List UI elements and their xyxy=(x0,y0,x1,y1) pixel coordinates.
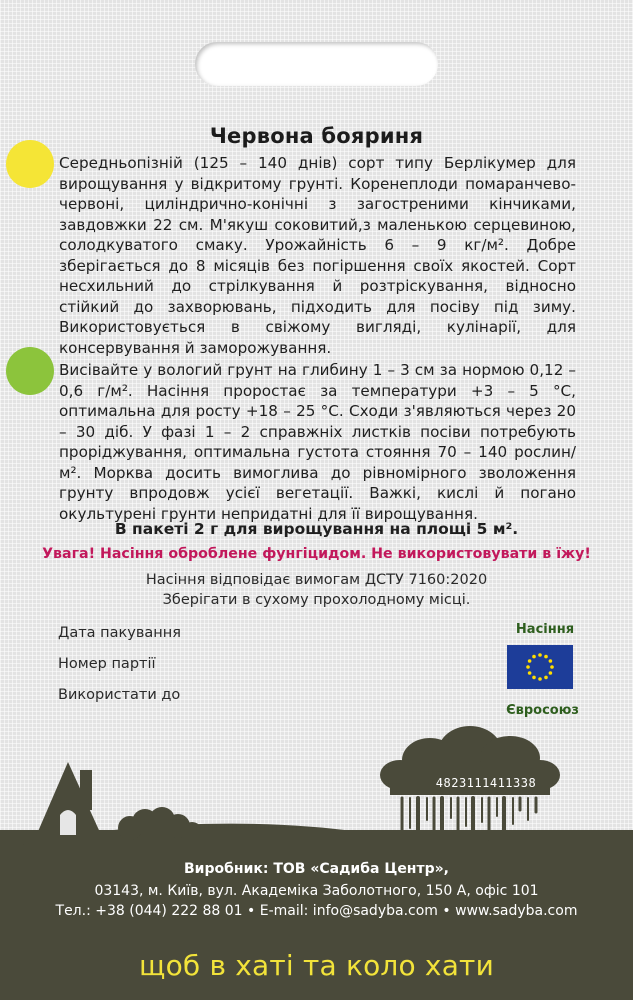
variety-title: Червона бояриня xyxy=(209,124,424,148)
variety-description: Середньопізній (125 – 140 днів) сорт типу Берлікумер для вирощування у відкритому грунті. Коренеплоди помаранчево-червоні, циліндрично-конічні з загостреними кінчиками, завдовжки 22 см. М'якуш соковитий,з маленькою серцевиною, солодкуватого смаку. Урожайність 6 – 9 кг/м². Добре зберігається до 8 місяців без погіршення своїх якостей. Сорт несхильний до стрілкування й розтріскування, відносно стійкий до захворювань, підходить для посіву під зиму. Використовується в свіжому вигляді, кулінарії, для консервування й заморожування. xyxy=(59,154,576,357)
batch-number-label: Номер партії xyxy=(58,656,156,672)
eu-flag-icon xyxy=(507,645,573,689)
hang-hole xyxy=(195,42,438,86)
green-bullet-icon xyxy=(6,347,54,395)
eu-origin-label: Євросоюз xyxy=(506,703,579,718)
producer-address: 03143, м. Київ, вул. Академіка Заболотного, 150 А, офіс 101 xyxy=(94,883,539,899)
sowing-instructions: Висівайте у вологий грунт на глибину 1 – 3 см за нормою 0,12 – 0,6 г/м². Насіння проростає за температури +3 – 5 °С, оптимальна для росту +18 – 25 °С. Сходи з'являються через 20 – 30 діб. У фазі 1 – 2 справжніх листків посіви потребують проріджування, оптимальна густота стояння 70 – 140 рослин/м². Морква досить вимоглива до рівномірного зволоження грунту впродовж усієї вегетації. Важкі, кислі й погано окультурені грунти непридатні для її вирощування. xyxy=(59,361,576,523)
barcode-number: 4823111411338 xyxy=(435,776,537,790)
packet-size-note: В пакеті 2 г для вирощування на площі 5 м². xyxy=(114,520,519,538)
slogan-banner xyxy=(5,928,628,1000)
producer-contacts: Тел.: +38 (044) 222 88 01 • E-mail: info@sadyba.com • www.sadyba.com xyxy=(55,903,578,919)
producer-name: Виробник: ТОВ «Садиба Центр», xyxy=(184,861,449,877)
standard-compliance: Насіння відповідає вимогам ДСТУ 7160:2020 xyxy=(145,572,488,588)
yellow-bullet-icon xyxy=(6,140,54,188)
fungicide-warning: Увага! Насіння оброблене фунгіцидом. Не використовувати в їжу! xyxy=(42,546,591,562)
house-icon xyxy=(30,762,108,850)
pack-date-label: Дата пакування xyxy=(58,625,181,641)
brand-slogan: щоб в хаті та коло хати xyxy=(139,949,494,982)
use-by-label: Використати до xyxy=(58,687,181,703)
storage-note: Зберігати в сухому прохолодному місці. xyxy=(162,592,471,608)
eu-seed-label: Насіння xyxy=(515,622,575,637)
